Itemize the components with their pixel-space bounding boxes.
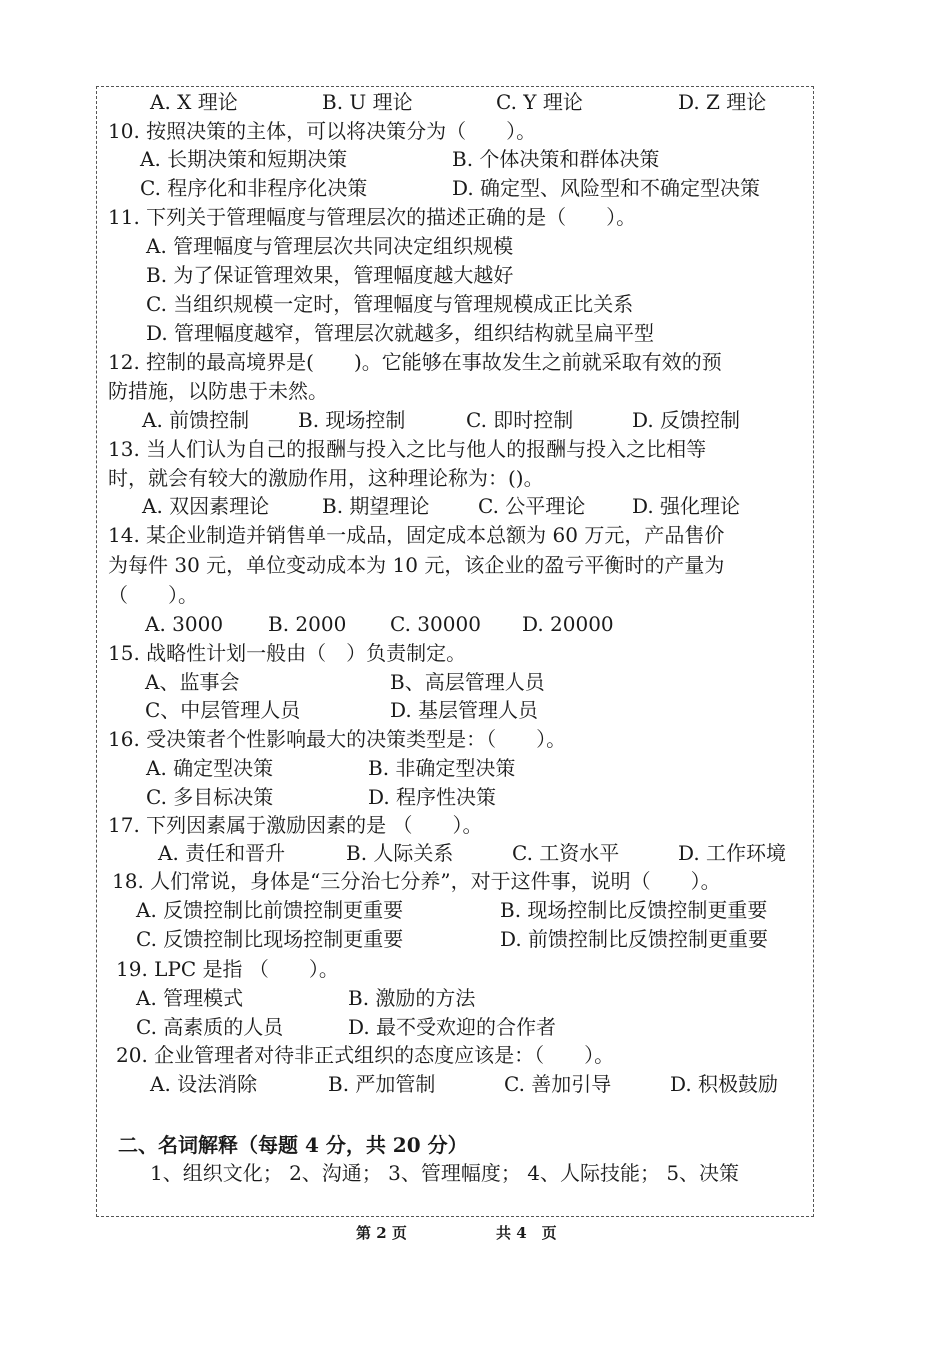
option-c: C. 程序化和非程序化决策 xyxy=(140,176,368,200)
option-d: D. 20000 xyxy=(522,612,614,636)
q14-stem-line2: 为每件 30 元，单位变动成本为 10 元，该企业的盈亏平衡时的产量为 xyxy=(108,553,725,577)
section-2-terms: 1、组织文化； 2、沟通； 3、管理幅度； 4、人际技能； 5、决策 xyxy=(150,1161,740,1185)
option-a: A. 反馈控制比前馈控制更重要 xyxy=(136,898,404,922)
option-a: A. 长期决策和短期决策 xyxy=(140,147,348,171)
q11-option-b: B. 为了保证管理效果，管理幅度越大越好 xyxy=(146,263,514,287)
option-d: D. 工作环境 xyxy=(678,841,787,865)
option-c: C. 工资水平 xyxy=(512,841,620,865)
option-c: C. 高素质的人员 xyxy=(136,1015,284,1039)
option-d: D. 确定型、风险型和不确定型决策 xyxy=(452,176,761,200)
option-a: A. 管理模式 xyxy=(136,986,244,1010)
option-b: B. 期望理论 xyxy=(322,494,430,518)
option-d: D. 积极鼓励 xyxy=(670,1072,779,1096)
option-d: D. 强化理论 xyxy=(632,494,741,518)
q12-stem-line1: 12. 控制的最高境界是( )。它能够在事故发生之前就采取有效的预 xyxy=(108,350,722,374)
q17-stem: 17. 下列因素属于激励因素的是 （ ）。 xyxy=(108,813,483,837)
option-b: B. 严加管制 xyxy=(328,1072,436,1096)
option-c: C. 公平理论 xyxy=(478,494,586,518)
q11-option-d: D. 管理幅度越窄，管理层次就越多，组织结构就呈扁平型 xyxy=(146,321,655,345)
option-c: C. 多目标决策 xyxy=(146,785,274,809)
option-c: C、中层管理人员 xyxy=(145,698,301,722)
option-a: A. 前馈控制 xyxy=(142,408,250,432)
q11-option-a: A. 管理幅度与管理层次共同决定组织规模 xyxy=(146,234,514,258)
option-a: A. 责任和晋升 xyxy=(158,841,286,865)
q18-stem: 18. 人们常说，身体是“三分治七分养”，对于这件事，说明（ ）。 xyxy=(112,869,721,893)
option-d: D. 反馈控制 xyxy=(632,408,741,432)
page-total: 共 4 页 xyxy=(496,1224,557,1242)
option-b: B. 人际关系 xyxy=(346,841,454,865)
option-c: C. 反馈控制比现场控制更重要 xyxy=(136,927,404,951)
option-d: D. 最不受欢迎的合作者 xyxy=(348,1015,557,1039)
option-b: B. 2000 xyxy=(268,612,347,636)
page-number: 第 2 页 xyxy=(356,1224,407,1242)
option-c: C. 即时控制 xyxy=(466,408,574,432)
q15-stem: 15. 战略性计划一般由（ ）负责制定。 xyxy=(108,641,467,665)
q13-stem-line2: 时，就会有较大的激励作用，这种理论称为：()。 xyxy=(108,466,544,490)
option-b: B. 现场控制比反馈控制更重要 xyxy=(500,898,768,922)
option-c: C. 30000 xyxy=(390,612,481,636)
q20-stem: 20. 企业管理者对待非正式组织的态度应该是：（ ）。 xyxy=(116,1043,615,1067)
option-c: C. 善加引导 xyxy=(504,1072,612,1096)
q14-stem-line1: 14. 某企业制造并销售单一成品，固定成本总额为 60 万元，产品售价 xyxy=(108,523,725,547)
q10-stem: 10. 按照决策的主体，可以将决策分为（ ）。 xyxy=(108,119,537,143)
option-a: A. 双因素理论 xyxy=(142,494,270,518)
option-a: A. 设法消除 xyxy=(150,1072,258,1096)
option-b: B. 个体决策和群体决策 xyxy=(452,147,660,171)
option-b: B. 现场控制 xyxy=(298,408,406,432)
q16-stem: 16. 受决策者个性影响最大的决策类型是：（ ）。 xyxy=(108,727,567,751)
option-a: A. 3000 xyxy=(145,612,224,636)
option-b: B. 激励的方法 xyxy=(348,986,476,1010)
option-b: B、高层管理人员 xyxy=(390,670,545,694)
q11-stem: 11. 下列关于管理幅度与管理层次的描述正确的是（ ）。 xyxy=(108,205,637,229)
option-d: D. Z 理论 xyxy=(678,90,767,114)
q14-stem-line3: （ ）。 xyxy=(108,583,198,607)
q19-stem: 19. LPC 是指 （ ）。 xyxy=(116,957,339,981)
option-a: A、监事会 xyxy=(145,670,240,694)
option-d: D. 前馈控制比反馈控制更重要 xyxy=(500,927,769,951)
option-b: B. 非确定型决策 xyxy=(368,756,516,780)
option-a: A. X 理论 xyxy=(150,90,238,114)
q12-stem-line2: 防措施，以防患于未然。 xyxy=(108,379,328,403)
option-d: D. 基层管理人员 xyxy=(390,698,539,722)
option-a: A. 确定型决策 xyxy=(146,756,274,780)
q11-option-c: C. 当组织规模一定时，管理幅度与管理规模成正比关系 xyxy=(146,292,634,316)
q13-stem-line1: 13. 当人们认为自己的报酬与投入之比与他人的报酬与投入之比相等 xyxy=(108,437,707,461)
option-b: B. U 理论 xyxy=(322,90,413,114)
option-d: D. 程序性决策 xyxy=(368,785,497,809)
section-2-title: 二、名词解释（每题 4 分，共 20 分） xyxy=(118,1133,468,1157)
option-c: C. Y 理论 xyxy=(496,90,583,114)
